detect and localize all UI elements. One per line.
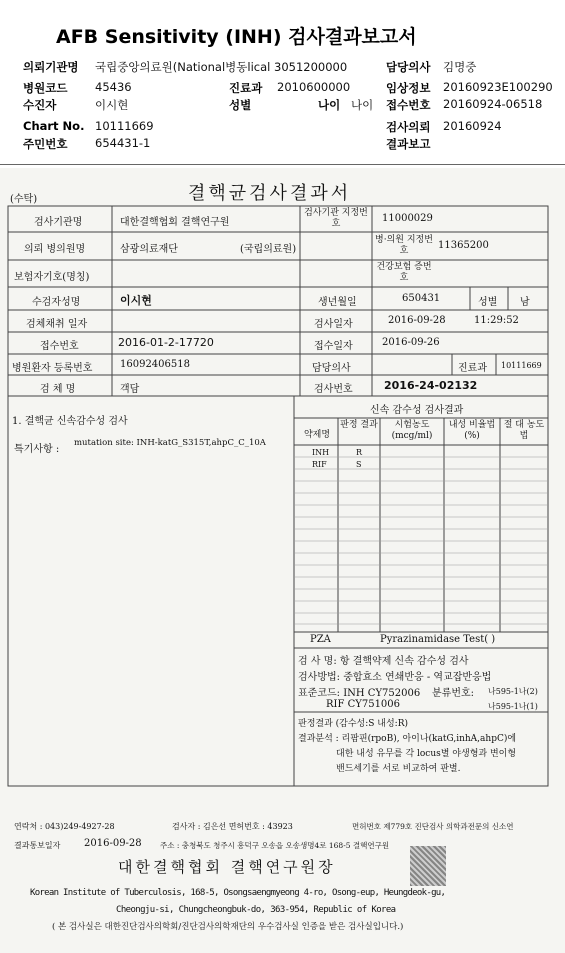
english-address-1: Korean Institute of Tuberculosis, 168-5, Osongsaengmyeong 4-ro, Osong-eup, Heungdeok-gu, [30, 888, 446, 898]
drug-name-rif: RIF [312, 460, 327, 469]
birth-value: 650431 [402, 293, 441, 304]
certification-note: ( 본 검사실은 대한진단검사의학회/진단검사의학재단의 우수검사실 인증을 받은 검사실입니다.) [52, 922, 404, 932]
report-title: AFB Sensitivity (INH) 검사결과보고서 [56, 26, 417, 48]
insurance-no-label: 건강보험 증번호 [376, 262, 432, 283]
req-code-value: 11365200 [438, 240, 489, 251]
label-institution: 의뢰기관명 [23, 60, 79, 74]
inst-code-label: 검사기관 지정번호 [304, 208, 368, 229]
label-receipt-no: 접수번호 [386, 98, 431, 112]
drug-result-inh: R [356, 448, 363, 457]
official-seal [410, 846, 446, 886]
method-code-inh: 표준코드: INH CY752006 [298, 688, 421, 699]
test-item: 1. 결핵균 신속감수성 검사 [12, 416, 128, 427]
label-request-date: 검사의뢰 [386, 120, 431, 134]
test-date-label: 검사일자 [314, 319, 353, 330]
test-no-value: 2016-24-02132 [384, 379, 478, 392]
examinee-value: 이시현 [120, 294, 152, 307]
method-name: 검 사 명: 항 결핵약제 신속 감수성 검사 [298, 656, 469, 667]
examinee-label: 수검자성명 [32, 297, 81, 308]
value-clinical: 20160923E100290 [443, 80, 553, 94]
address: 주소 : 충청북도 청주시 흥덕구 오송읍 오송생명4로 168-5 결핵연구원 [160, 841, 390, 850]
value-dept: 2010600000 [277, 80, 351, 94]
test-date-value: 2016-09-28 [388, 315, 446, 326]
contact: 연락처 : 043)249-4927-28 [14, 822, 115, 831]
value-receipt-no: 20160924-06518 [443, 97, 543, 111]
value-doctor: 김명중 [443, 60, 477, 74]
analysis-line-2: 대한 내성 유무를 각 locus별 야생형과 변이형 [336, 749, 517, 759]
method-code-rif: RIF CY751006 [326, 699, 401, 710]
col-absolute: 절 대 농도법 [503, 420, 545, 441]
report-date-value: 2016-09-28 [84, 838, 142, 849]
analysis-line-1: 결과분석 : 리팜핀(rpoB), 아이나(katG,inhA,ahpC)에 [298, 734, 517, 744]
collection-date-label: 검체채취 일자 [26, 319, 88, 330]
org-name: 대한결핵협회 결핵연구원장 [118, 858, 336, 876]
label-patient: 수진자 [23, 98, 57, 112]
drug-name-inh: INH [312, 448, 330, 457]
report-date-label: 결과통보일자 [14, 841, 61, 850]
english-address-2: Cheongju-si, Chungcheongbuk-do, 363-954, Republic of Korea [116, 905, 396, 915]
dept-label: 진료과 [458, 363, 487, 374]
label-hospital-code: 병원코드 [23, 81, 68, 95]
col-drug: 약제명 [303, 430, 331, 440]
value-request-date: 20160924 [443, 119, 502, 133]
label-doctor: 담당의사 [386, 60, 431, 74]
receipt-date-label: 접수일자 [314, 341, 353, 352]
value-hospital-code: 45436 [95, 80, 132, 94]
label-age: 나이 [318, 98, 341, 112]
pza-label: PZA [310, 634, 331, 645]
special-note-label: 특기사항 : [14, 444, 60, 455]
sheet-title: 결핵균검사결과서 [188, 183, 352, 204]
specimen-label: 검 체 명 [40, 384, 76, 395]
class-no-rif: 나595-1나(1) [488, 702, 538, 711]
label-chart-no: Chart No. [23, 119, 85, 133]
inst-label: 검사기관명 [34, 217, 83, 228]
doctor-label: 담당의사 [312, 363, 351, 374]
label-report: 결과보고 [386, 137, 431, 151]
result-heading: 신속 감수성 검사결과 [370, 405, 464, 416]
req-note: (국립의료원) [240, 244, 297, 255]
special-note-value: mutation site: INH-katG_S315T,ahpC_C_10A [74, 438, 266, 448]
test-time-value: 11:29:52 [474, 315, 519, 326]
label-dept: 진료과 [229, 81, 263, 95]
value-institution: 국립중앙의료원(National병동lical 3051200000 [95, 60, 348, 74]
col-concentration: 시험농도 (mcg/ml) [391, 420, 433, 441]
receipt-no-label: 접수번호 [40, 341, 79, 352]
sex-value: 남 [520, 297, 530, 308]
insurer-label: 보험자기호(명칭) [14, 272, 90, 283]
registration-value: 16092406518 [120, 359, 190, 370]
label-clinical: 임상정보 [386, 81, 431, 95]
registration-label: 병원환자 등록번호 [12, 363, 93, 374]
test-no-label: 검사번호 [314, 384, 353, 395]
label-resident-no: 주민번호 [23, 137, 68, 151]
receipt-date-value: 2016-09-26 [382, 337, 440, 348]
method-procedure: 검사방법: 중합효소 연쇄반응 - 역교잡반응법 [298, 672, 492, 683]
drug-result-rif: S [356, 460, 362, 469]
req-value: 삼광의료재단 [120, 244, 178, 255]
value-chart-no: 10111669 [95, 119, 154, 133]
analysis-line-3: 밴드세기를 서로 비교하여 판별. [336, 764, 461, 774]
class-no-inh: 나595-1나(2) [488, 687, 538, 696]
value-age: 나이 [351, 98, 374, 112]
consignment-tag: (수탁) [10, 194, 38, 205]
col-result: 판정 결과 [340, 420, 378, 430]
receipt-no-value: 2016-01-2-17720 [118, 336, 214, 349]
birth-label: 생년월일 [318, 297, 357, 308]
value-patient: 이시현 [95, 98, 129, 112]
license-note: 면허번호 제779호 진단검사 의학과전문의 신소연 [352, 822, 514, 831]
inst-value: 대한결핵협회 결핵연구원 [120, 217, 230, 228]
tester: 검사자 : 김은선 면허번호 : 43923 [172, 822, 293, 831]
dept-value: 10111669 [501, 361, 542, 370]
judgement-legend: 판정결과 (감수성:S 내성:R) [298, 719, 408, 729]
label-sex: 성별 [229, 98, 252, 112]
value-resident-no: 654431-1 [95, 136, 151, 150]
specimen-value: 객담 [120, 384, 140, 395]
col-resistance-ratio: 내성 비율법(%) [448, 420, 496, 441]
inst-code-value: 11000029 [382, 213, 433, 224]
class-no-label: 분류번호: [432, 688, 475, 699]
req-code-label: 병·의원 지정번호 [375, 235, 433, 256]
req-label: 의뢰 병의원명 [24, 244, 86, 255]
sex-label: 성별 [478, 297, 498, 308]
pza-value: Pyrazinamidase Test( ) [380, 634, 496, 645]
